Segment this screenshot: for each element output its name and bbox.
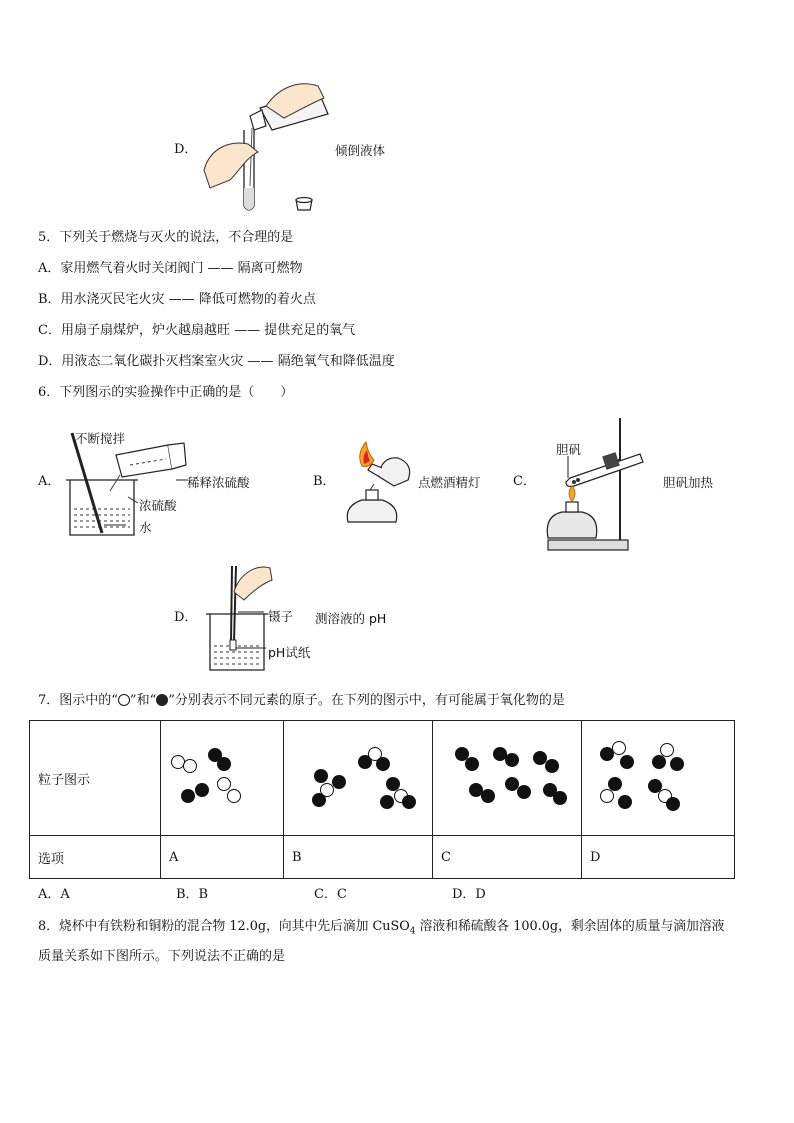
q7-answer-c: C．C <box>314 887 347 902</box>
black-atom-icon <box>156 694 168 706</box>
q6c-caption: 胆矾加热 <box>663 475 714 490</box>
q6d-tweezers-label: 镊子 <box>268 609 294 624</box>
q6-option-b-label: B． <box>313 474 336 489</box>
q7-answer-a: A．A <box>38 887 70 902</box>
q7-column-d: D <box>582 836 735 879</box>
q7-column-c: C <box>433 836 582 879</box>
q6-stem: 6．下列图示的实验操作中正确的是（ ） <box>38 385 294 400</box>
q5-option-c: C．用扇子扇煤炉，炉火越扇越旺 —— 提供充足的氧气 <box>38 323 356 338</box>
pouring-liquid-illustration <box>200 78 330 218</box>
q7-stem-part3: ”分别表示不同元素的原子。在下列的图示中，有可能属于氧化物的是 <box>168 693 565 708</box>
q7-column-b: B <box>284 836 433 879</box>
q6b-caption: 点燃酒精灯 <box>418 475 481 490</box>
q6-option-a-label: A． <box>38 474 61 489</box>
q7-row-header-options: 选项 <box>30 836 161 879</box>
q6d-paper-label: pH试纸 <box>268 645 311 660</box>
q8-stem-line2: 质量关系如下图所示。下列说法不正确的是 <box>38 949 286 964</box>
q6a-stir-label: 不断搅拌 <box>75 431 126 446</box>
q7-stem-part2: ”和“ <box>129 693 157 708</box>
q5-option-b: B．用水浇灭民宅火灾 —— 降低可燃物的着火点 <box>38 292 316 307</box>
q7-stem-part1: 7．图示中的“ <box>38 693 118 708</box>
q7-answer-d: D．D <box>452 887 486 902</box>
heating-alum-illustration <box>538 416 658 554</box>
q7-particle-cell-d <box>582 721 735 836</box>
q7-row-header-particles: 粒子图示 <box>30 721 161 836</box>
q7-particle-cell-a <box>161 721 284 836</box>
q7-stem <box>38 692 565 710</box>
q6c-alum-label: 胆矾 <box>556 442 582 457</box>
q4-option-d-label: D． <box>174 142 198 157</box>
q6a-water-label: 水 <box>139 520 152 535</box>
q8-line1-text: 8．烧杯中有铁粉和铜粉的混合物 12.0g，向其中先后滴加 CuSO <box>38 919 410 934</box>
q6a-acid-label: 浓硫酸 <box>139 498 177 513</box>
q6d-caption: 测溶液的 pH <box>315 611 387 626</box>
q5-option-a: A．家用燃气着火时关闭阀门 —— 隔离可燃物 <box>38 261 303 276</box>
q7-answer-b: B．B <box>176 887 209 902</box>
q6-option-d-label: D． <box>174 610 198 625</box>
q4-caption: 倾倒液体 <box>335 143 386 158</box>
q8-line1-tail: 溶液和稀硫酸各 100.0g，剩余固体的质量与滴加溶液 <box>415 919 725 934</box>
q7-column-a: A <box>161 836 284 879</box>
white-atom-icon <box>118 694 130 706</box>
q5-stem: 5．下列关于燃烧与灭火的说法，不合理的是 <box>38 230 294 245</box>
q7-particle-cell-c <box>433 721 582 836</box>
alcohol-lamp-illustration <box>338 436 418 531</box>
q5-option-d: D．用液态二氧化碳扑灭档案室火灾 —— 隔绝氧气和降低温度 <box>38 354 395 369</box>
q8-stem-line1 <box>38 918 724 941</box>
q8-subscript: 4 <box>409 926 416 937</box>
q6a-dilute-label: 稀释浓硫酸 <box>187 475 250 490</box>
q6-option-c-label: C． <box>513 474 536 489</box>
q7-particle-cell-b <box>284 721 433 836</box>
q7-particle-table <box>29 720 735 879</box>
